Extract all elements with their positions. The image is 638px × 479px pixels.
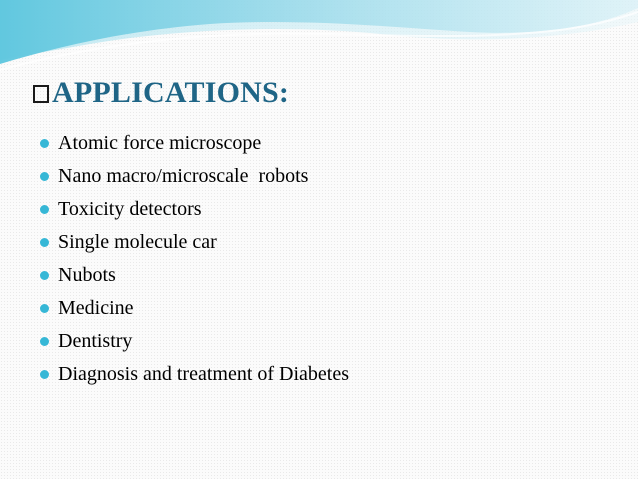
list-item <box>40 259 349 292</box>
slide-title-text: APPLICATIONS: <box>52 76 290 109</box>
list-item-text: Nubots <box>58 264 116 286</box>
list-item <box>40 325 349 358</box>
list-item <box>40 292 349 325</box>
header-wave-decoration <box>0 0 638 80</box>
bullet-dot-icon <box>40 238 49 247</box>
list-item-text: Atomic force microscope <box>58 132 262 154</box>
bullet-dot-icon <box>40 370 49 379</box>
list-item <box>40 160 349 193</box>
list-item-text: Medicine <box>58 297 134 319</box>
list-item-text: Nano macro/microscale robots <box>58 165 309 187</box>
list-item-text: Diagnosis and treatment of Diabetes <box>58 363 350 385</box>
hollow-square-bullet-icon <box>33 85 49 103</box>
list-item <box>40 226 349 259</box>
list-item <box>40 193 349 226</box>
list-item-text: Single molecule car <box>58 231 217 253</box>
bullet-dot-icon <box>40 304 49 313</box>
list-item-text: Toxicity detectors <box>58 198 202 220</box>
slide-title <box>33 71 289 115</box>
list-item-text: Dentistry <box>58 330 133 352</box>
bullet-list <box>40 127 349 391</box>
list-item <box>40 127 349 160</box>
bullet-dot-icon <box>40 271 49 280</box>
bullet-dot-icon <box>40 139 49 148</box>
list-item <box>40 358 349 391</box>
bullet-dot-icon <box>40 205 49 214</box>
bullet-dot-icon <box>40 337 49 346</box>
bullet-dot-icon <box>40 172 49 181</box>
